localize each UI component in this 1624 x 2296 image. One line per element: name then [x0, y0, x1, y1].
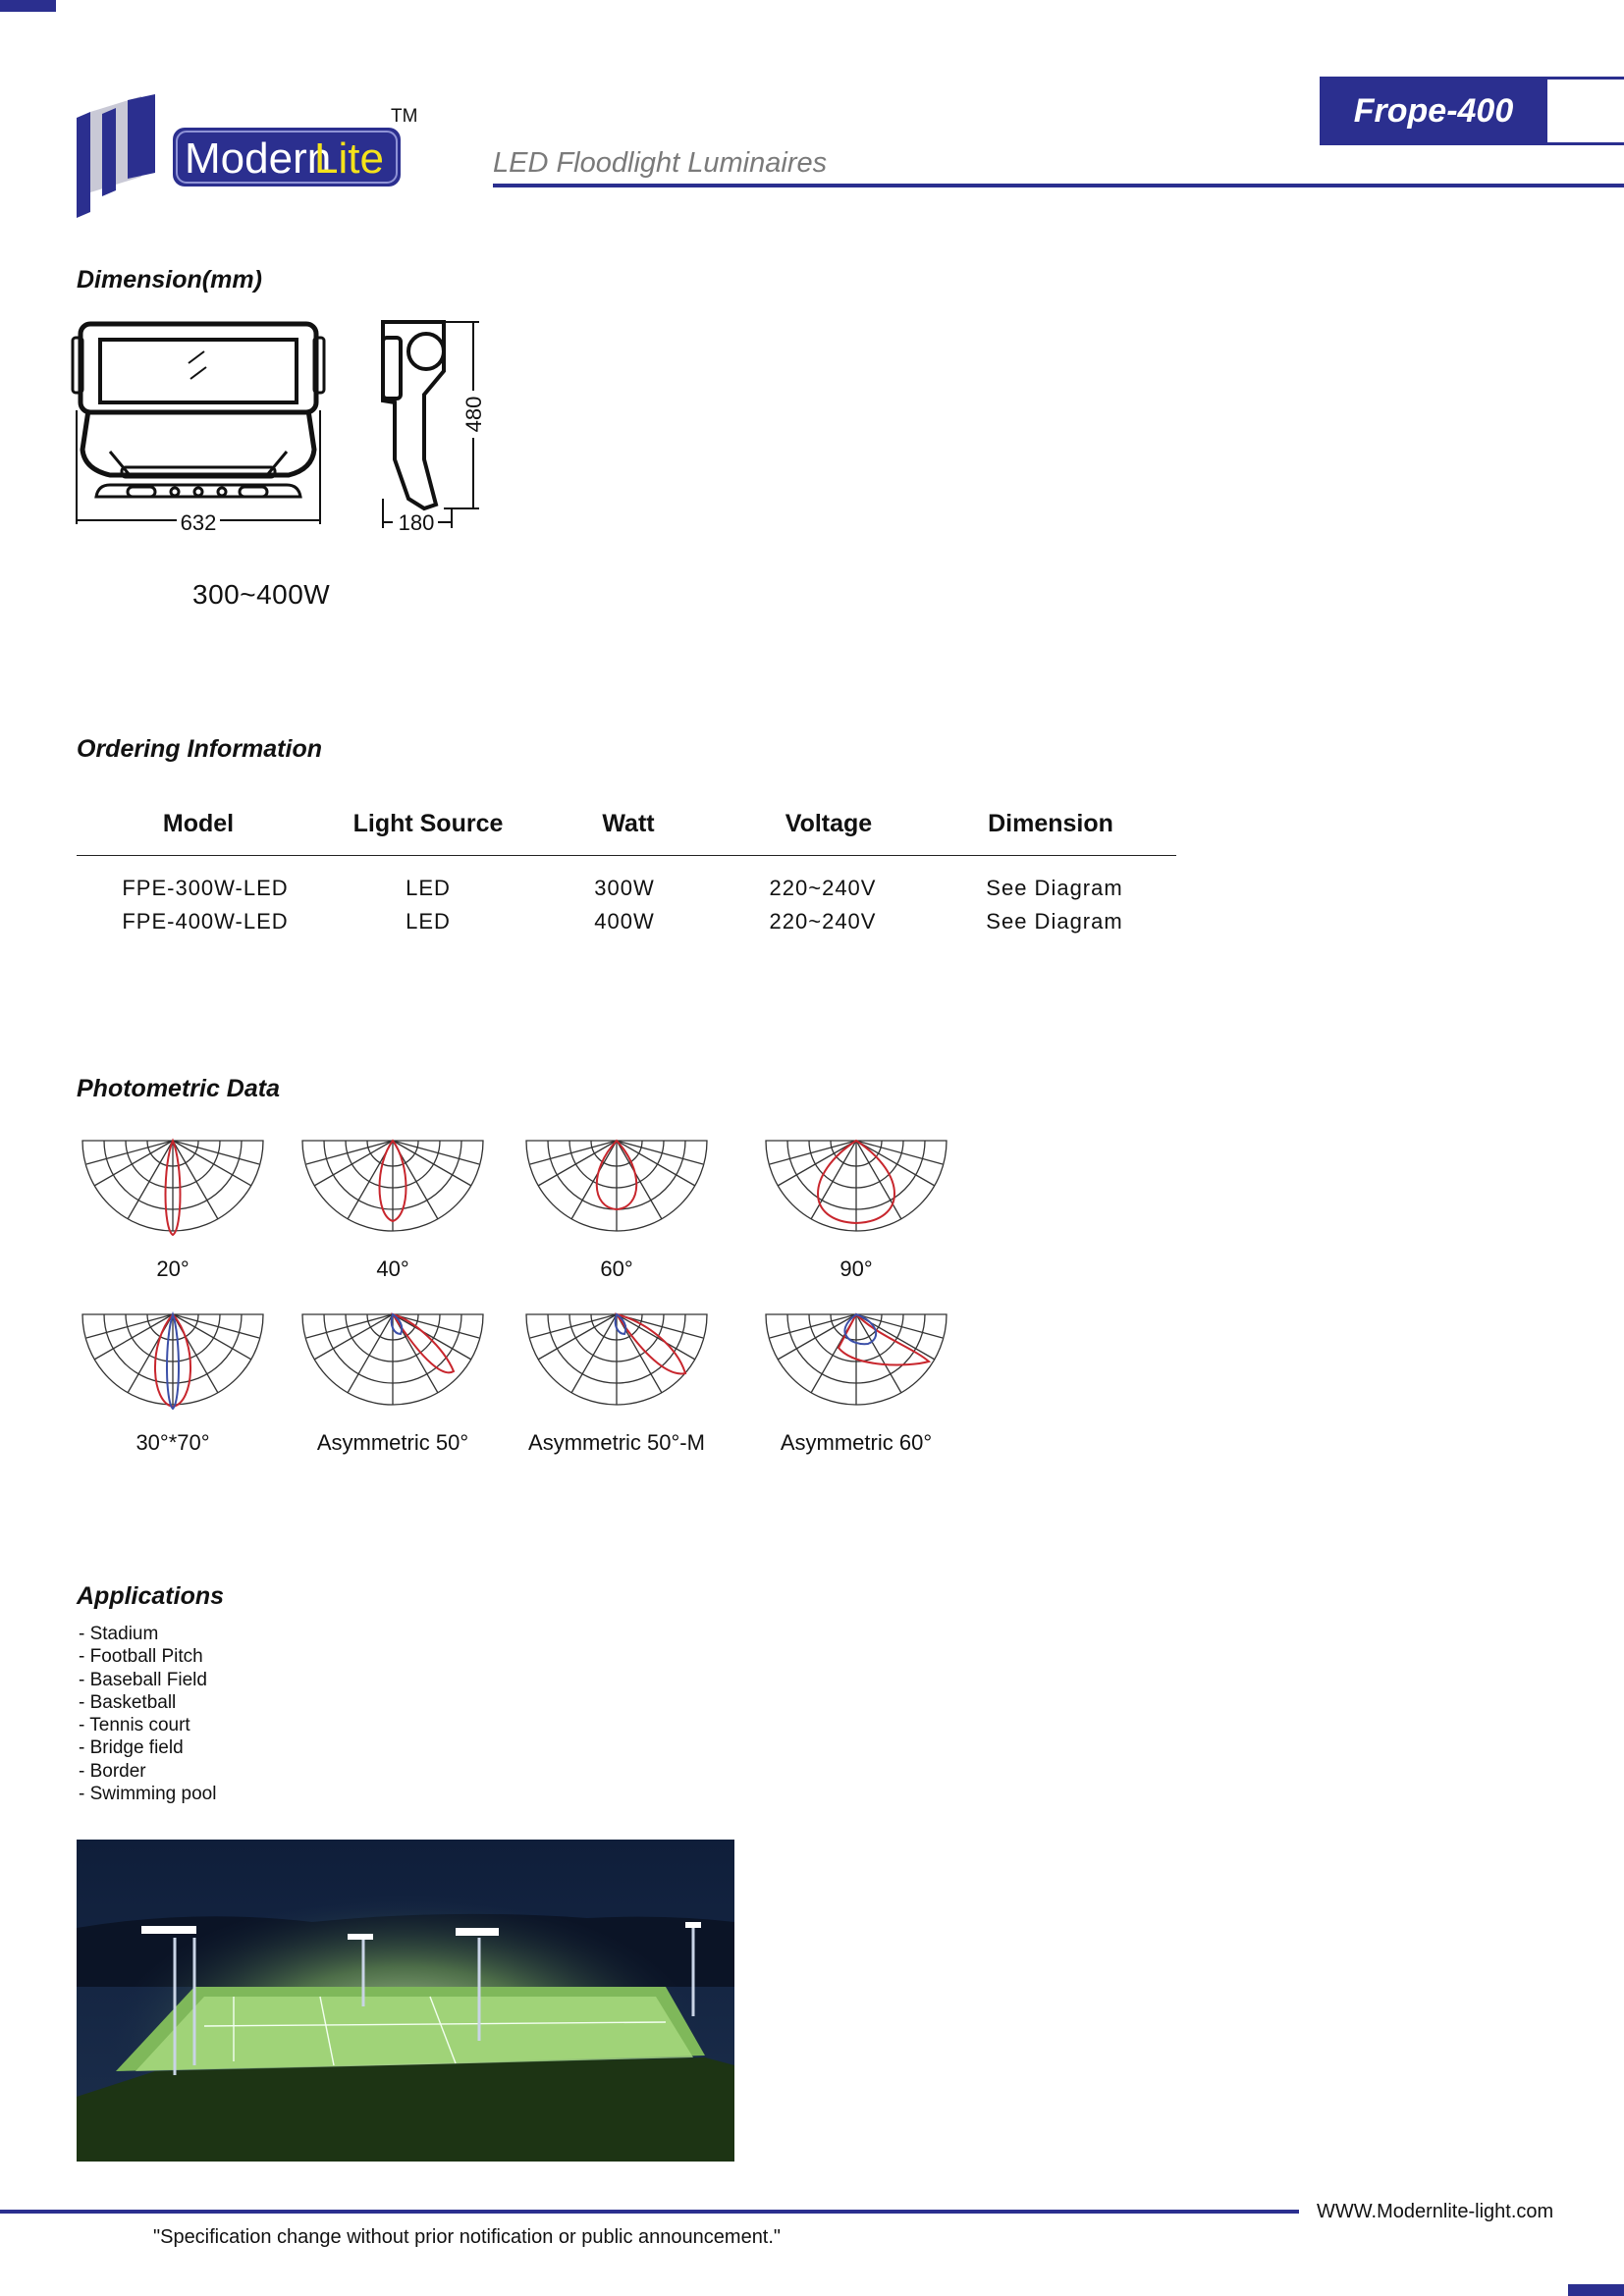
photometric-item [760, 1135, 952, 1282]
logo-text-lite: Lite [314, 134, 384, 183]
polar-diagram [297, 1135, 489, 1243]
table-row [77, 876, 1176, 909]
dimension-title: Dimension(mm) [77, 266, 262, 294]
beam-angle-label: 90° [839, 1256, 873, 1281]
column-header-model: Model [162, 810, 235, 837]
corner-accent-top [0, 0, 56, 12]
cell-model: FPE-300W-LED [122, 876, 289, 900]
table-rule [77, 855, 1176, 856]
photometric-item [297, 1308, 489, 1456]
cell-dimension: See Diagram [986, 876, 1123, 900]
beam-angle-label: 30°*70° [135, 1430, 210, 1455]
ordering-table [77, 810, 1176, 942]
polar-diagram [77, 1135, 269, 1243]
list-item: - Stadium [79, 1624, 159, 1644]
cell-voltage: 220~240V [769, 876, 877, 900]
beam-angle-label: Asymmetric 60° [780, 1430, 933, 1455]
photometric-item [520, 1308, 713, 1456]
list-item: - Baseball Field [79, 1669, 207, 1690]
cell-light-source: LED [406, 909, 451, 934]
cell-watt: 300W [594, 876, 655, 900]
cell-watt: 400W [594, 909, 655, 934]
beam-angle-label: 20° [156, 1256, 189, 1281]
dimension-drawing [71, 312, 503, 538]
beam-angle-label: 40° [376, 1256, 409, 1281]
beam-angle-label: Asymmetric 50°-M [528, 1430, 705, 1455]
list-item: - Basketball [79, 1691, 177, 1713]
beam-angle-label: 60° [600, 1256, 633, 1281]
column-header-light-source: Light Source [352, 810, 504, 837]
photometric-item [520, 1135, 713, 1282]
trademark-mark: TM [391, 106, 418, 127]
dimension-depth-label: 180 [398, 510, 435, 535]
website-url[interactable]: WWW.Modernlite-light.com [1317, 2201, 1554, 2222]
disclaimer-text: "Specification change without prior notification or public announcement." [153, 2226, 782, 2248]
applications-list [79, 1623, 216, 1805]
polar-diagram [520, 1308, 713, 1416]
polar-diagram [297, 1308, 489, 1416]
stadium-photo [77, 1840, 734, 2162]
column-header-voltage: Voltage [785, 810, 873, 837]
footer-rule [0, 2210, 1299, 2214]
dimension-width-label: 632 [180, 510, 217, 535]
model-tab-edge [1547, 77, 1624, 145]
column-header-watt: Watt [602, 810, 655, 837]
polar-diagram [520, 1135, 713, 1243]
photometric-item [297, 1135, 489, 1282]
header-rule [493, 184, 1624, 187]
photometric-item [77, 1308, 269, 1456]
cell-voltage: 220~240V [769, 909, 877, 934]
polar-diagram [760, 1135, 952, 1243]
applications-title: Applications [77, 1582, 225, 1610]
cell-model: FPE-400W-LED [122, 909, 289, 934]
photometric-item [760, 1308, 952, 1456]
list-item: - Border [79, 1760, 146, 1782]
list-item: - Football Pitch [79, 1646, 203, 1668]
table-header-row [77, 810, 1176, 843]
cell-dimension: See Diagram [986, 909, 1123, 934]
product-line-subtitle: LED Floodlight Luminaires [493, 147, 828, 179]
ordering-title: Ordering Information [77, 735, 322, 763]
logo-text-modern: Modern [185, 134, 332, 183]
beam-angle-label: Asymmetric 50° [316, 1430, 469, 1455]
table-row [77, 909, 1176, 942]
corner-accent-bottom [1568, 2284, 1624, 2296]
watt-range: 300~400W [192, 579, 331, 610]
cell-light-source: LED [406, 876, 451, 900]
polar-diagram [77, 1308, 269, 1416]
photometric-title: Photometric Data [77, 1075, 280, 1102]
list-item: - Tennis court [79, 1715, 190, 1736]
list-item: - Bridge field [79, 1737, 184, 1759]
photometric-item [77, 1135, 269, 1282]
model-tab: Frope-400 [1320, 77, 1547, 145]
polar-diagram [760, 1308, 952, 1416]
list-item: - Swimming pool [79, 1784, 217, 1805]
column-header-dimension: Dimension [988, 810, 1113, 837]
dimension-height-label: 480 [461, 396, 486, 433]
modernlite-logo [77, 94, 430, 218]
